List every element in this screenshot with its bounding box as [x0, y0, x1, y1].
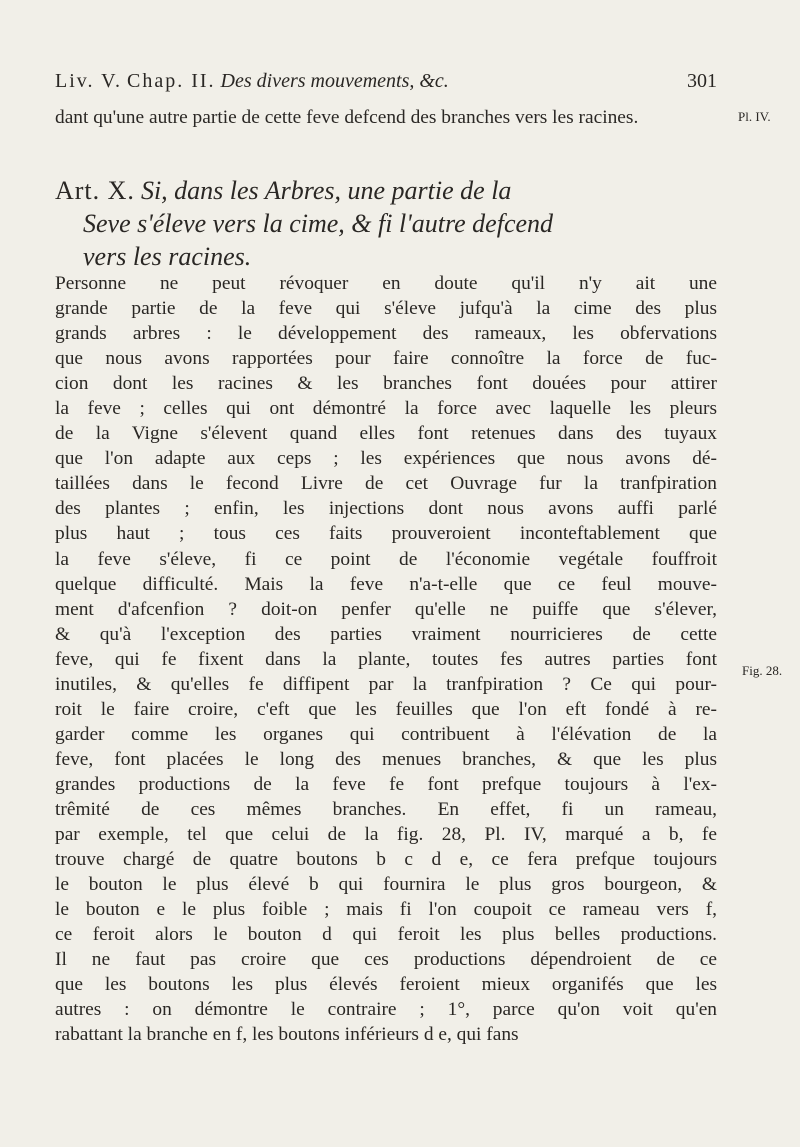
paragraph-line: le bouton le plus élevé b qui fournira le plus gros bourgeon, & [55, 874, 717, 896]
paragraph-line: rabattant la branche en f, les boutons inférieurs d e, qui fans [55, 1024, 519, 1046]
paragraph-line: grande partie de la feve qui s'éleve jufqu'à la cime des plus [55, 298, 717, 320]
header-chapitre: Chap. II. [126, 70, 216, 92]
paragraph-line: cion dont les racines & les branches font douées pour attirer [55, 373, 717, 395]
paragraph-line: le bouton e le plus foible ; mais fi l'on coupoit ce rameau vers f, [55, 899, 717, 921]
paragraph-line: la feve s'éleve, fi ce point de l'économie vegétale fouffroit [55, 548, 717, 570]
paragraph-line: plus haut ; tous ces faits prouveroient inconteftablement que [55, 523, 717, 545]
paragraph-line: autres : on démontre le contraire ; 1°, parce qu'on voit qu'en [55, 999, 717, 1021]
running-header [55, 68, 717, 94]
paragraph-line: roit le faire croire, c'eft que les feuilles que l'on eft fondé à re- [55, 698, 717, 720]
paragraph-line: grands arbres : le développement des rameaux, les obfervations [55, 323, 717, 345]
plate-margin-note: Pl. IV. [738, 109, 771, 124]
paragraph-line: quelque difficulté. Mais la feve n'a-t-elle que ce feul mouve- [55, 573, 717, 595]
paragraph-line: de la Vigne s'élevent quand elles font retenues dans des tuyaux [55, 423, 717, 445]
article-heading [55, 174, 717, 273]
intro-paragraph: dant qu'une autre partie de cette feve defcend des branches vers les racines. [55, 107, 639, 128]
paragraph-line: ce feroit alors le bouton d qui feroit les plus belles productions. [55, 924, 717, 946]
paragraph-line: ment d'afcenfion ? doit-on penfer qu'elle ne puiffe que s'élever, [55, 598, 717, 620]
article-label: Art. X. [55, 176, 135, 205]
page-number: 301 [687, 70, 717, 92]
paragraph-line: garder comme les organes qui contribuent à l'élévation de la [55, 723, 717, 745]
paragraph-line: que les boutons les plus élevés feroient mieux organifés que les [55, 974, 717, 996]
article-title-line-2: Seve s'éleve vers la cime, & fi l'autre defcend [83, 209, 554, 238]
paragraph-line: & qu'à l'exception des parties vraiment nourricieres de cette [55, 623, 717, 645]
header-title: Des divers mouvements, &c. [220, 70, 449, 92]
article-title-line-3: vers les racines. [83, 242, 252, 271]
paragraph-line: la feve ; celles qui ont démontré la force avec laquelle les pleurs [55, 398, 717, 420]
paragraph-line: des plantes ; enfin, les injections dont nous avons auffi parlé [55, 498, 717, 520]
paragraph-line: Il ne faut pas croire que ces productions dépendroient de ce [55, 949, 717, 971]
paragraph-line: grandes productions de la feve fe font prefque toujours à l'ex- [55, 773, 717, 795]
paragraph-line: feve, font placées le long des menues branches, & que les plus [55, 748, 717, 770]
paragraph-line: trouve chargé de quatre boutons b c d e, ce fera prefque toujours [55, 849, 717, 871]
paragraph-line: que l'on adapte aux ceps ; les expériences que nous avons dé- [55, 448, 717, 470]
paragraph-line: inutiles, & qu'elles fe diffipent par la tranfpiration ? Ce qui pour- [55, 673, 717, 695]
paragraph-line: trêmité de ces mêmes branches. En effet, fi un rameau, [55, 798, 717, 820]
paragraph-line: que nous avons rapportées pour faire connoître la force de fuc- [55, 348, 717, 370]
header-livre: Liv. V. [55, 70, 122, 92]
figure-margin-note: Fig. 28. [742, 663, 783, 678]
article-title-line-1: Si, dans les Arbres, une partie de la [140, 176, 512, 205]
main-paragraph [55, 271, 717, 1047]
paragraph-line: taillées dans le fecond Livre de cet Ouvrage fur la tranfpiration [55, 473, 717, 495]
paragraph-line: par exemple, tel que celui de la fig. 28, Pl. IV, marqué a b, fe [55, 824, 717, 846]
paragraph-line: feve, qui fe fixent dans la plante, toutes fes autres parties font [55, 648, 717, 670]
paragraph-line: Personne ne peut révoquer en doute qu'il n'y ait une [55, 273, 717, 294]
